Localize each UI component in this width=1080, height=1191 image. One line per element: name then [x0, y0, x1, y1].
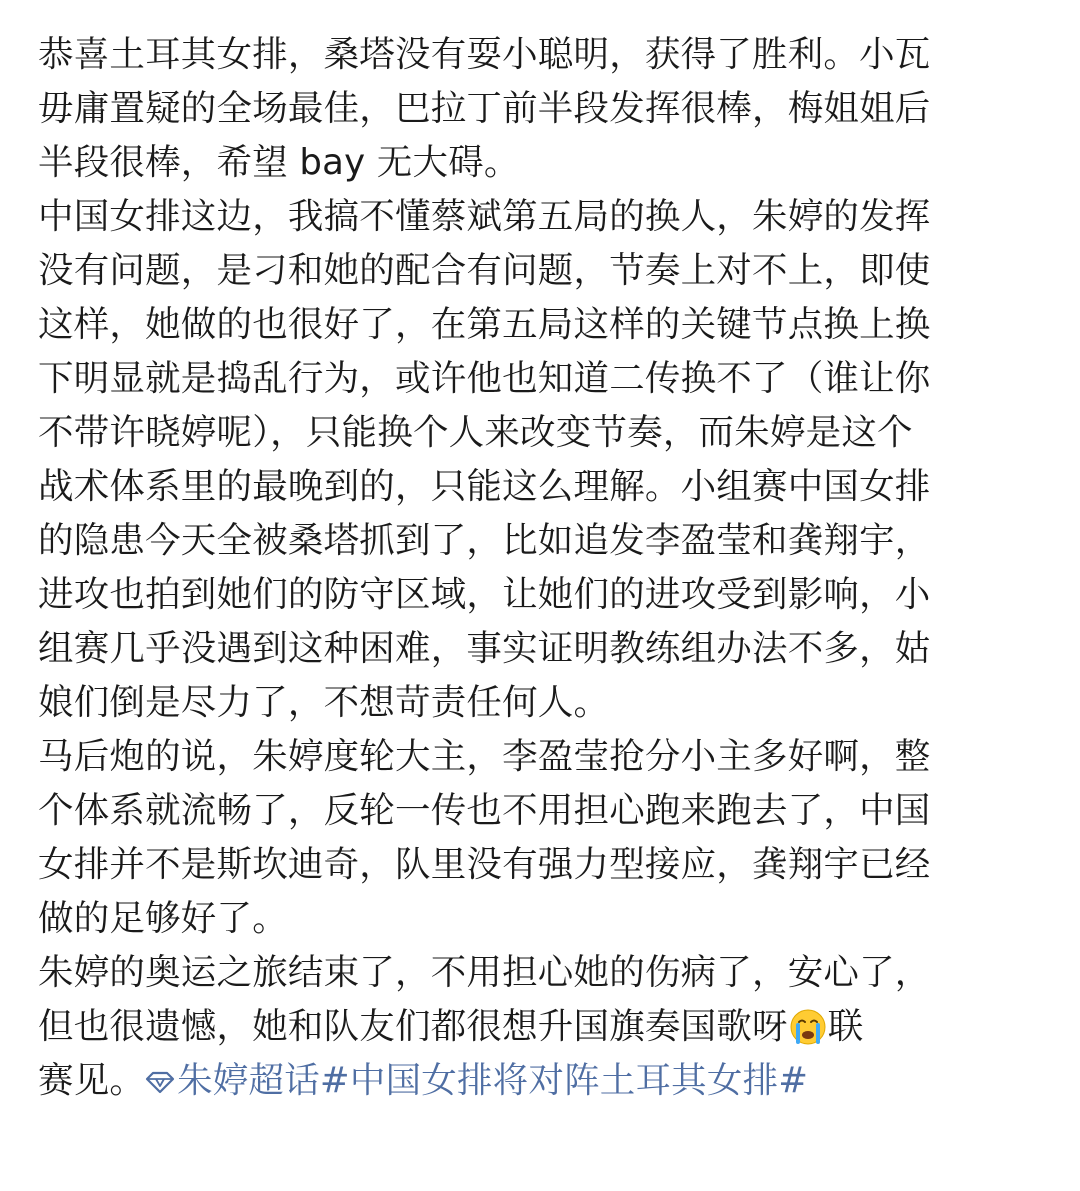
paragraph-hindsight [38, 730, 1042, 946]
super-topic-link[interactable] [145, 1060, 320, 1101]
text-line: 这样，她做的也很好了，在第五局这样的关键节点换上换 [38, 304, 931, 345]
text-line: 组赛几乎没遇到这种困难，事实证明教练组办法不多，姑 [38, 628, 931, 669]
text-line: 娘们倒是尽力了，不想苛责任何人。 [38, 682, 610, 723]
text-line: 恭喜土耳其女排，桑塔没有耍小聪明，获得了胜利。小瓦 [38, 34, 931, 75]
text-line: 进攻也拍到她们的防守区域，让她们的进攻受到影响，小 [38, 574, 931, 615]
text-line: 女排并不是斯坎迪奇，队里没有强力型接应，龚翔宇已经 [38, 844, 931, 885]
crying-face-icon [789, 1008, 827, 1046]
text-segment: 但也很遗憾，她和队友们都很想升国旗奏国歌呀 [38, 1006, 788, 1047]
text-line: 的隐患今天全被桑塔抓到了，比如追发李盈莹和龚翔宇， [38, 520, 931, 561]
text-line: 马后炮的说，朱婷度轮大主，李盈莹抢分小主多好啊，整 [38, 736, 931, 777]
super-topic-label: 朱婷超话 [177, 1060, 320, 1101]
paragraph-closing [38, 946, 1042, 1108]
text-segment: 赛见。 [38, 1060, 146, 1101]
hashtag-link[interactable]: #中国女排将对阵土耳其女排# [319, 1060, 809, 1101]
text-line [38, 1054, 1042, 1108]
text-line: 没有问题，是刁和她的配合有问题，节奏上对不上，即使 [38, 250, 931, 291]
diamond-icon [145, 1058, 175, 1088]
text-line: 做的足够好了。 [38, 898, 288, 939]
text-line: 不带许晓婷呢），只能换个人来改变节奏，而朱婷是这个 [38, 412, 913, 453]
paragraph-china-team [38, 190, 1042, 730]
text-line: 战术体系里的最晚到的，只能这么理解。小组赛中国女排 [38, 466, 931, 507]
text-line: 中国女排这边，我搞不懂蔡斌第五局的换人，朱婷的发挥 [38, 196, 931, 237]
text-line: 朱婷的奥运之旅结束了，不用担心她的伤病了，安心了， [38, 952, 931, 993]
paragraph-congrats [38, 28, 1042, 190]
text-line: 下明显就是捣乱行为，或许他也知道二传换不了（谁让你 [38, 358, 931, 399]
text-line: 个体系就流畅了，反轮一传也不用担心跑来跑去了，中国 [38, 790, 931, 831]
post-body [38, 28, 1042, 1108]
text-line: 半段很棒，希望 bay 无大碍。 [38, 142, 520, 183]
text-line: 毋庸置疑的全场最佳，巴拉丁前半段发挥很棒，梅姐姐后 [38, 88, 931, 129]
text-segment: 联 [827, 1006, 864, 1047]
text-line [38, 1000, 1042, 1054]
